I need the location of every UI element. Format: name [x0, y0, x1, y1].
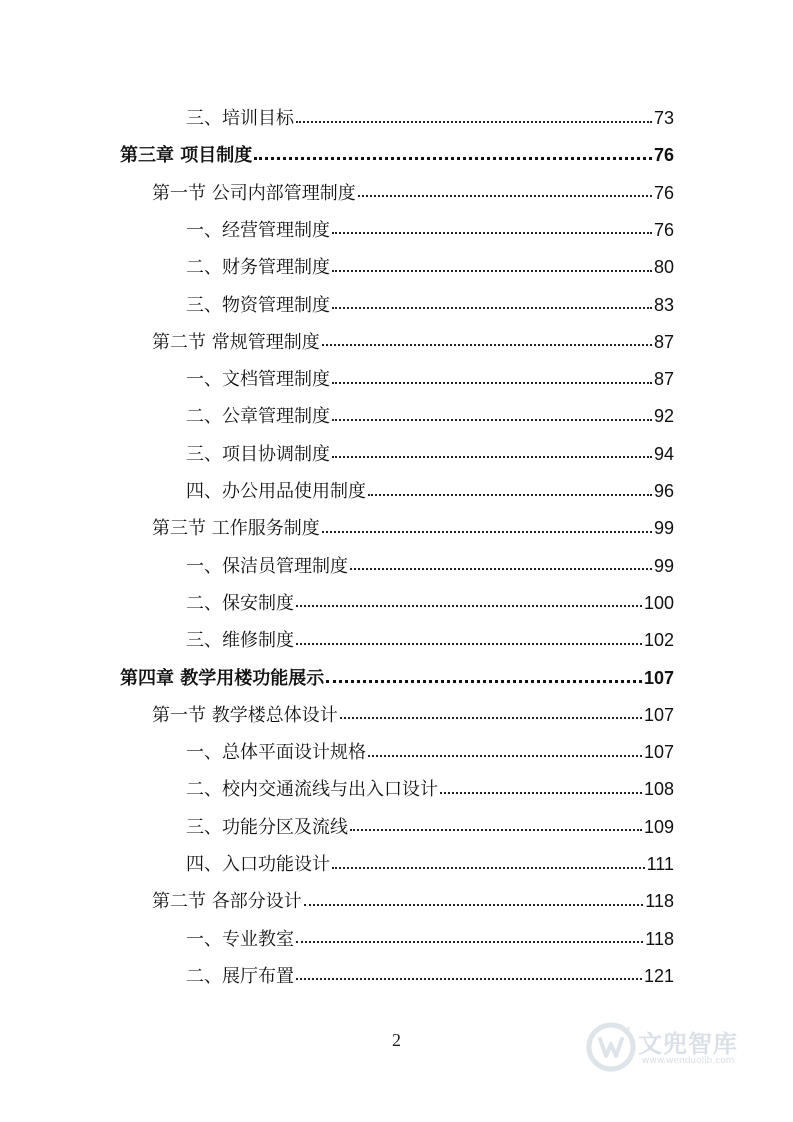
- toc-dot-leader: [332, 307, 652, 309]
- toc-entry-item[interactable]: [186, 809, 674, 846]
- toc-entry-item[interactable]: [186, 473, 674, 510]
- toc-entry-title: 三、物资管理制度: [186, 294, 330, 316]
- toc-entry-item[interactable]: [186, 921, 674, 958]
- toc-entry-page: 100: [643, 592, 674, 613]
- toc-dot-leader: [332, 382, 652, 384]
- toc-entry-item[interactable]: [186, 548, 674, 585]
- toc-entry-item[interactable]: [186, 622, 674, 659]
- toc-dot-leader: [340, 717, 642, 719]
- toc-entry-page: 87: [653, 369, 674, 390]
- toc-dot-leader: [322, 344, 652, 346]
- toc-entry-title: 一、保洁员管理制度: [186, 555, 348, 577]
- toc-entry-item[interactable]: [186, 771, 674, 808]
- toc-entry-page: 121: [643, 965, 674, 986]
- toc-entry-item[interactable]: [186, 846, 674, 883]
- toc-entry-item[interactable]: [186, 287, 674, 324]
- toc-dot-leader: [296, 121, 652, 123]
- toc-entry-section[interactable]: [152, 324, 674, 361]
- toc-entry-page: 102: [643, 630, 674, 651]
- toc-entry-page: 92: [653, 406, 674, 427]
- toc-entry-item[interactable]: [186, 436, 674, 473]
- toc-entry-title: 四、办公用品使用制度: [186, 481, 366, 502]
- toc-entry-page: 107: [643, 742, 674, 763]
- toc-dot-leader: [332, 419, 652, 421]
- toc-entry-page: 76: [653, 219, 674, 240]
- toc-entry-item[interactable]: [186, 585, 674, 622]
- toc-entry-page: 109: [643, 816, 674, 837]
- toc-entry-title: 三、功能分区及流线: [186, 816, 348, 838]
- toc-dot-leader: [296, 941, 643, 943]
- toc-entry-page: 107: [643, 704, 674, 725]
- toc-dot-leader: [350, 568, 652, 570]
- toc-entry-section[interactable]: [152, 510, 674, 547]
- toc-entry-page: 108: [643, 779, 674, 800]
- toc-entry-page: 80: [653, 257, 674, 278]
- toc-dot-leader: [296, 978, 642, 980]
- toc-dot-leader: [332, 270, 652, 272]
- toc-entry-page: 99: [653, 518, 674, 539]
- toc-dot-leader: [332, 232, 652, 234]
- toc-entry-title: 第一节 公司内部管理制度: [152, 182, 356, 204]
- toc-dot-leader: [350, 829, 642, 831]
- toc-entry-title: 第二节 常规管理制度: [152, 331, 320, 353]
- toc-entry-item[interactable]: [186, 398, 674, 435]
- toc-entry-page: 76: [653, 182, 674, 203]
- toc-entry-page: 87: [653, 331, 674, 352]
- toc-entry-title: 一、文档管理制度: [186, 369, 330, 391]
- toc-entry-page: 96: [653, 481, 674, 501]
- toc-dot-leader: [296, 605, 642, 607]
- watermark-brand: 文兜智库: [638, 1030, 738, 1058]
- toc-entry-section[interactable]: [152, 883, 674, 920]
- toc-entry-title: 第二节 各部分设计: [152, 891, 302, 913]
- toc-entry-section[interactable]: [152, 697, 674, 734]
- toc-entry-item[interactable]: [186, 100, 674, 137]
- toc-entry-title: 第三章 项目制度: [120, 145, 253, 167]
- toc-entry-title: 二、保安制度: [186, 592, 294, 614]
- watermark: [586, 1020, 786, 1076]
- toc-entry-title: 一、专业教室: [186, 928, 294, 950]
- toc-dot-leader: [326, 680, 642, 683]
- toc-entry-title: 二、财务管理制度: [186, 257, 330, 279]
- toc-entry-item[interactable]: [186, 212, 674, 249]
- toc-entry-page: 107: [643, 667, 674, 688]
- toc-dot-leader: [322, 531, 652, 533]
- toc-entry-title: 二、校内交通流线与出入口设计: [186, 779, 438, 801]
- wenduo-logo-icon: [586, 1022, 636, 1072]
- toc-entry-page: 111: [646, 854, 674, 874]
- toc-dot-leader: [254, 157, 652, 160]
- watermark-url: www.wenduolib.com: [642, 1056, 735, 1066]
- toc-entry-item[interactable]: [186, 361, 674, 398]
- toc-entry-page: 118: [645, 928, 674, 949]
- toc-entry-title: 一、经营管理制度: [186, 219, 330, 241]
- toc-entry-item[interactable]: [186, 249, 674, 286]
- toc-dot-leader: [368, 494, 652, 496]
- toc-dot-leader: [440, 792, 642, 794]
- toc-entry-title: 三、项目协调制度: [186, 443, 330, 465]
- toc-entry-item[interactable]: [186, 958, 674, 995]
- toc-entry-page: 118: [645, 891, 674, 912]
- toc-entry-title: 二、公章管理制度: [186, 406, 330, 428]
- toc-entry-item[interactable]: [186, 734, 674, 771]
- toc-entry-title: 第三节 工作服务制度: [152, 518, 320, 540]
- toc-entry-page: 99: [653, 555, 674, 576]
- toc-dot-leader: [332, 456, 652, 458]
- toc-entry-page: 76: [653, 145, 674, 166]
- toc-dot-leader: [296, 643, 642, 645]
- toc-entry-title: 一、总体平面设计规格: [186, 742, 366, 764]
- toc-dot-leader: [304, 904, 644, 906]
- toc-dot-leader: [332, 867, 645, 869]
- toc-entry-page: 83: [653, 294, 674, 315]
- toc-entry-chapter[interactable]: [120, 660, 674, 697]
- toc-entry-title: 三、培训目标: [186, 108, 294, 129]
- toc-entry-title: 第一节 教学楼总体设计: [152, 704, 338, 726]
- toc-entry-page: 73: [653, 108, 674, 128]
- toc-dot-leader: [358, 195, 652, 197]
- toc-entry-page: 94: [653, 443, 674, 464]
- toc-dot-leader: [368, 755, 642, 757]
- toc-entry-title: 四、入口功能设计: [186, 854, 330, 875]
- toc-entry-title: 第四章 教学用楼功能展示: [120, 667, 325, 689]
- toc-entry-chapter[interactable]: [120, 137, 674, 174]
- toc-entry-title: 三、维修制度: [186, 630, 294, 652]
- toc-entry-section[interactable]: [152, 175, 674, 212]
- toc-entry-title: 二、展厅布置: [186, 965, 294, 987]
- page-number: 2: [392, 1030, 401, 1050]
